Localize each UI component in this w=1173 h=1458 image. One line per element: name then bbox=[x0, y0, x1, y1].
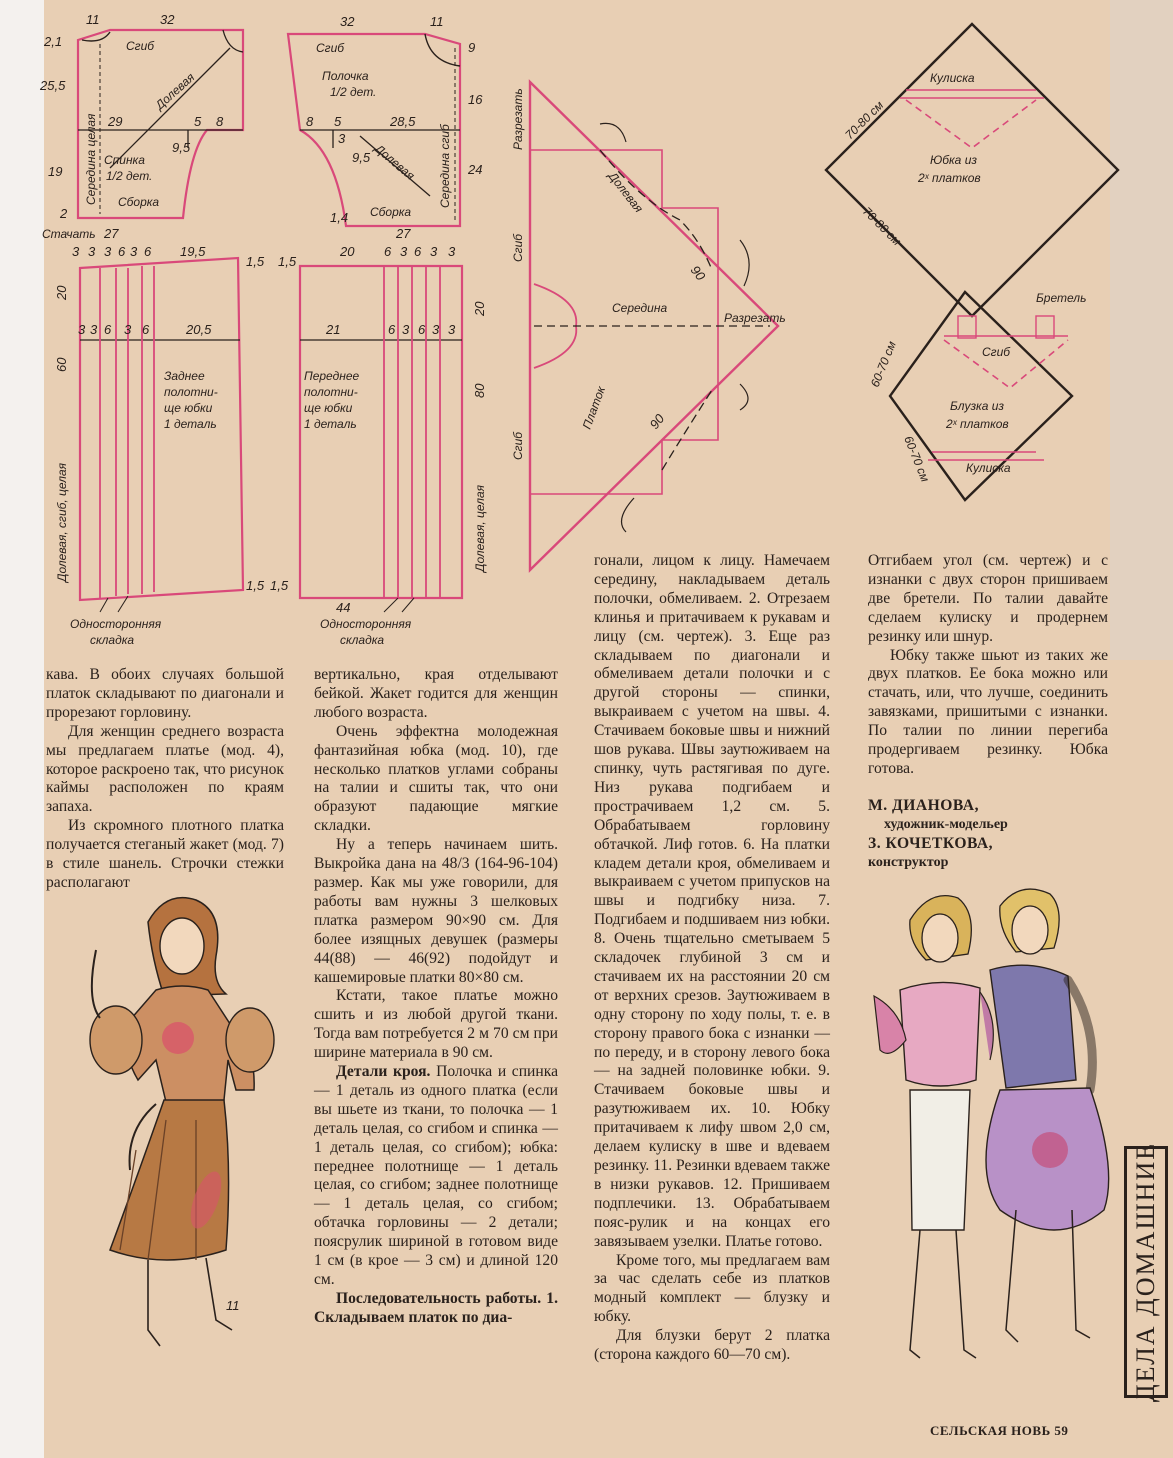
dim-bskirt-60: 60 bbox=[54, 357, 69, 372]
dim-fskirt-3f: 3 bbox=[448, 322, 456, 337]
dim-fskirt-27: 27 bbox=[396, 226, 411, 241]
dim-fskirt-3b: 3 bbox=[430, 244, 438, 259]
dim-back-5: 5 bbox=[194, 114, 202, 129]
dim-fskirt-15: 1,5 bbox=[278, 254, 297, 269]
dim-bskirt-6a: 6 bbox=[118, 244, 126, 259]
dim-fskirt-3a: 3 bbox=[400, 244, 408, 259]
col4-para-2: Юбку также шьют из таких же двух платков. Ее бока можно или стачать, или, что лучше, соединить завязками, пришитыми с изнанки. По талии по линии перегиба продергиваем резинку. Юбка готова. bbox=[868, 646, 1108, 777]
dim-fskirt-6c: 6 bbox=[388, 322, 396, 337]
dim-fskirt-6b: 6 bbox=[414, 244, 422, 259]
blouse-diagram-title: Блузка из bbox=[950, 399, 1004, 413]
back-skirt-side-label: Долевая, сгиб, целая bbox=[55, 462, 69, 582]
dim-bskirt-3f: 3 bbox=[90, 322, 98, 337]
author-1-name: М. ДИАНОВА, bbox=[868, 796, 979, 814]
back-pleat-label-2: складка bbox=[90, 633, 135, 647]
blouse-dim-label: 60-70 см bbox=[867, 339, 899, 390]
front-pleat-label-2: складка bbox=[340, 633, 385, 647]
section-tab bbox=[1124, 1141, 1168, 1403]
front-grain-label: Долевая bbox=[372, 141, 418, 183]
sequence-heading: Последовательность работы. bbox=[336, 1289, 542, 1307]
skirt-diagram-title-2: 2ˣ платков bbox=[918, 171, 981, 185]
col2-para-3: Ну а теперь начинаем шить. Выкройка дана на 48/3 (164-96-104) размер. Как мы уже говорили, для работы вам нужны 3 шелковых платка размером 90×90 см. Для более изящных девушек (размеры 44(88) — 46(92) подойдут и кашемировые платки 80×80 см. bbox=[314, 836, 558, 986]
back-fold-label: Сгиб bbox=[126, 39, 155, 53]
dim-bskirt-3c: 3 bbox=[104, 244, 112, 259]
dim-fskirt-15b: 1,5 bbox=[270, 578, 289, 593]
dim-bskirt-6d: 6 bbox=[142, 322, 150, 337]
dim-bskirt-3e: 3 bbox=[78, 322, 86, 337]
text-column-1 bbox=[46, 666, 284, 893]
blouse-fold-label: Сгиб bbox=[982, 345, 1011, 359]
front-title-2: 1/2 дет. bbox=[330, 85, 377, 99]
dim-back-11: 11 bbox=[86, 12, 100, 27]
front-skirt-title: Переднее bbox=[304, 369, 360, 383]
col4-para-1: Отгибаем угол (см. чертеж) и с изнанки с двух сторон пришиваем две бретели. По талии давайте сделаем кулиску и продернем резинку или шнур. bbox=[868, 552, 1108, 645]
front-skirt-pattern bbox=[270, 226, 487, 647]
dim-back-2: 2 bbox=[60, 206, 68, 221]
dim-back-19: 19 bbox=[48, 164, 63, 179]
col2-para-4: Кстати, такое платье можно сшить и из любой другой ткани. Тогда вам потребуется 2 м 70 см при ширине материала в 90 см. bbox=[314, 987, 558, 1062]
back-grain-label: Долевая bbox=[152, 70, 198, 113]
front-skirt-title-4: 1 деталь bbox=[304, 417, 357, 431]
back-title-2: 1/2 дет. bbox=[106, 169, 153, 183]
text-column-4 bbox=[868, 552, 1108, 873]
dim-bskirt-195: 19,5 bbox=[180, 244, 206, 259]
dim-fskirt-80: 80 bbox=[472, 383, 487, 398]
illustration-blouse-skirt-set bbox=[840, 880, 1120, 1410]
dim-front-32: 32 bbox=[340, 14, 355, 29]
front-skirt-title-3: ще юбки bbox=[304, 401, 353, 415]
dim-back-8: 8 bbox=[216, 114, 224, 129]
scarf-pattern bbox=[511, 82, 786, 570]
text-column-3 bbox=[594, 552, 830, 1365]
col3-para-1: гонали, лицом к лицу. Намечаем середину, накладываем деталь полочки, обмеливаем. 2. Отрезаем клинья и притачиваем к рукавам и лицу (см. чертеж). 3. Еще раз складываем по диагонали и обмеливаем детали полочки и с другой стороны — спинки, выкраиваем с учетом на швы. 4. Стачиваем боковые швы и нижний шов рукава. Швы заутюживаем на спинку, чуть растягивая по дуге. Низ рукава подгибаем и прострачиваем 1,2 см. 5. Обрабатываем горловину обтачкой. Лиф готов. 6. На платки кладем детали кроя, обмеливаем и выкраиваем с учетом припусков на швы и подгибку низа. 7. Подгибаем и подшиваем низ юбки. 8. Очень тщательно сметываем 5 складочек глубиной 3 см и стачиваем их на расстоянии 20 см от верхних срезов. Заутюживаем в одну сторону по ходу полы, т. е. в сторону правого бока с изнанки — по переду, и в сторону левого бока — на задней половинке юбки. 9. Стачиваем боковые швы и разутюживаем их. 10. Юбку притачиваем к лифу швом 2,0 см, делаем кулиску в шве и вдеваем резинку. 11. Резинки вдеваем также в низки рукавов. 12. Пришиваем подплечики. 13. Обрабатываем пояс-рулик и на концах его завязываем узелки. Платье готово. bbox=[594, 552, 830, 1250]
front-bodice-pattern bbox=[288, 14, 483, 226]
skirt-diagram bbox=[826, 24, 1118, 316]
dim-bskirt-3b: 3 bbox=[88, 244, 96, 259]
dim-fskirt-3d: 3 bbox=[402, 322, 410, 337]
col2-para-1: вертикально, края отделывают бейкой. Жакет годится для женщин любого возраста. bbox=[314, 666, 558, 721]
back-skirt-pattern bbox=[42, 226, 265, 647]
dim-fskirt-3c: 3 bbox=[448, 244, 456, 259]
col2-para-2: Очень эффектна молодежная фантазийная юбка (мод. 10), где несколько платков углами собраны на талии и сшиты так, что они образуют падающие мягкие складки. bbox=[314, 722, 558, 835]
back-pleat-label: Односторонняя bbox=[70, 617, 162, 631]
text-column-2 bbox=[314, 666, 558, 1328]
back-stitch-label: Стачать bbox=[42, 227, 96, 241]
front-center-label: Середина сгиб bbox=[438, 124, 452, 208]
details-heading: Детали кроя. bbox=[336, 1063, 431, 1081]
dim-bskirt-27: 27 bbox=[104, 226, 119, 241]
dim-bskirt-15b: 1,5 bbox=[246, 578, 265, 593]
scarf-cut-label: Разрезать bbox=[511, 88, 525, 150]
scarf-fold-label: Сгиб bbox=[511, 233, 525, 262]
col1-para-2: Для женщин среднего возраста мы предлагаем платье (мод. 4), которое раскроено так, что рисунок каймы расположен по краям запаха. bbox=[46, 722, 284, 816]
scarf-grain-label: Долевая bbox=[605, 169, 646, 216]
dim-back-29: 29 bbox=[108, 114, 123, 129]
dim-front-3: 3 bbox=[338, 131, 346, 146]
dim-front-16: 16 bbox=[468, 92, 483, 107]
skirt-dim-label: 70-80 см bbox=[842, 98, 887, 143]
dim-back-32: 32 bbox=[160, 12, 175, 27]
back-skirt-title-3: ще юбки bbox=[164, 401, 213, 415]
blouse-strap-label: Бретель bbox=[1036, 291, 1087, 305]
scarf-name-label: Платок bbox=[579, 384, 608, 432]
dim-front-9: 9 bbox=[468, 40, 476, 55]
skirt-dim-label-2: 70-80 см bbox=[859, 204, 904, 249]
section-tab-label: ДЕЛА ДОМАШНИЕ bbox=[1131, 1141, 1161, 1403]
details-text: Полочка и спинка — 1 деталь из одного платка (если вы шьете из ткани, то полочка — 1 деталь целая, со сгибом и спинка — 1 деталь целая, со сгибом); юбка: переднее полотнище — 1 деталь целая, со сгибом; заднее полотнище — 1 деталь целая, со сгибом; обтачка горловины — 2 детали; поясрулик шириной в готовом виде 1 см (в крое — 3 см) и длиной 120 см. bbox=[314, 1063, 558, 1288]
author-1-role: художник-модельер bbox=[884, 816, 1008, 832]
dim-fskirt-21: 21 bbox=[326, 322, 341, 337]
dim-bskirt-3a: 3 bbox=[72, 244, 80, 259]
dim-front-14: 1,4 bbox=[330, 210, 349, 225]
dim-fskirt-6a: 6 bbox=[384, 244, 392, 259]
blouse-diagram bbox=[868, 291, 1087, 500]
dim-front-5: 5 bbox=[334, 114, 342, 129]
dim-front-24: 24 bbox=[468, 162, 483, 177]
sequence-text: 1. Складываем платок по диа- bbox=[314, 1289, 558, 1326]
front-skirt-title-2: полотни- bbox=[304, 385, 358, 399]
back-skirt-title: Заднее bbox=[164, 369, 205, 383]
back-skirt-title-2: полотни- bbox=[164, 385, 218, 399]
col3-para-3: Для блузки берут 2 платка (сторона каждого 60—70 см). bbox=[594, 1327, 830, 1364]
front-fold-label: Сгиб bbox=[316, 41, 345, 55]
dim-bskirt-15: 1,5 bbox=[246, 254, 265, 269]
back-bodice-pattern bbox=[39, 12, 243, 221]
dim-front-11: 11 bbox=[430, 14, 444, 29]
back-center-label: Середина целая bbox=[84, 113, 98, 205]
dim-back-255: 25,5 bbox=[40, 78, 66, 93]
back-title: Спинка bbox=[104, 153, 145, 167]
dim-fskirt-20b: 20 bbox=[472, 301, 487, 316]
blouse-drawstring-label: Кулиска bbox=[966, 461, 1011, 475]
back-skirt-title-4: 1 деталь bbox=[164, 417, 217, 431]
scarf-center-label: Середина bbox=[612, 301, 668, 315]
dim-bskirt-3d: 3 bbox=[130, 244, 138, 259]
author-2-role: конструктор bbox=[868, 854, 949, 870]
scarf-dim-90b: 90 bbox=[646, 411, 668, 432]
author-2-name: З. КОЧЕТКОВА, bbox=[868, 834, 994, 852]
front-skirt-side-label: Долевая, целая bbox=[473, 484, 487, 572]
front-gather-label: Сборка bbox=[370, 205, 412, 219]
front-pleat-label: Односторонняя bbox=[320, 617, 412, 631]
skirt-drawstring-label: Кулиска bbox=[930, 71, 975, 85]
dim-fskirt-20: 20 bbox=[340, 244, 355, 259]
scarf-fold-label-2: Сгиб bbox=[511, 431, 525, 460]
page-folio: СЕЛЬСКАЯ НОВЬ 59 bbox=[930, 1423, 1069, 1438]
dim-front-8: 8 bbox=[306, 114, 314, 129]
skirt-diagram-title: Юбка из bbox=[930, 153, 977, 167]
figure-label-11: 11 bbox=[226, 1298, 240, 1313]
dim-bskirt-20: 20 bbox=[54, 285, 69, 300]
dim-bskirt-3g: 3 bbox=[124, 322, 132, 337]
illustration-scarf-dress bbox=[56, 890, 286, 1360]
dim-bskirt-205: 20,5 bbox=[186, 322, 212, 337]
dim-bskirt-6b: 6 bbox=[144, 244, 152, 259]
dim-bskirt-6c: 6 bbox=[104, 322, 112, 337]
front-title: Полочка bbox=[322, 69, 369, 83]
blouse-diagram-title-2: 2ˣ платков bbox=[946, 417, 1009, 431]
back-gather-label: Сборка bbox=[118, 195, 160, 209]
scarf-cut-label-2: Разрезать bbox=[724, 311, 786, 325]
col1-para-1: кава. В обоих случаях большой платок складывают по диагонали и прорезают горловину. bbox=[46, 666, 284, 721]
dim-back-95: 9,5 bbox=[172, 140, 191, 155]
col3-para-2: Кроме того, мы предлагаем вам за час сделать себе из платков модный комплект — блузку и юбку. bbox=[594, 1251, 830, 1326]
scarf-dim-90a: 90 bbox=[687, 262, 709, 284]
dim-fskirt-3e: 3 bbox=[432, 322, 440, 337]
dim-back-21: 2,1 bbox=[44, 34, 63, 49]
blouse-dim-label-2: 60-70 см bbox=[901, 433, 933, 484]
col1-para-3: Из скромного плотного платка получается стеганый жакет (мод. 7) в стиле шанель. Строчки стежки располагают bbox=[46, 817, 284, 891]
dim-front-95: 9,5 bbox=[352, 150, 371, 165]
dim-front-285: 28,5 bbox=[390, 114, 416, 129]
dim-fskirt-6d: 6 bbox=[418, 322, 426, 337]
dim-fskirt-44: 44 bbox=[336, 600, 351, 615]
